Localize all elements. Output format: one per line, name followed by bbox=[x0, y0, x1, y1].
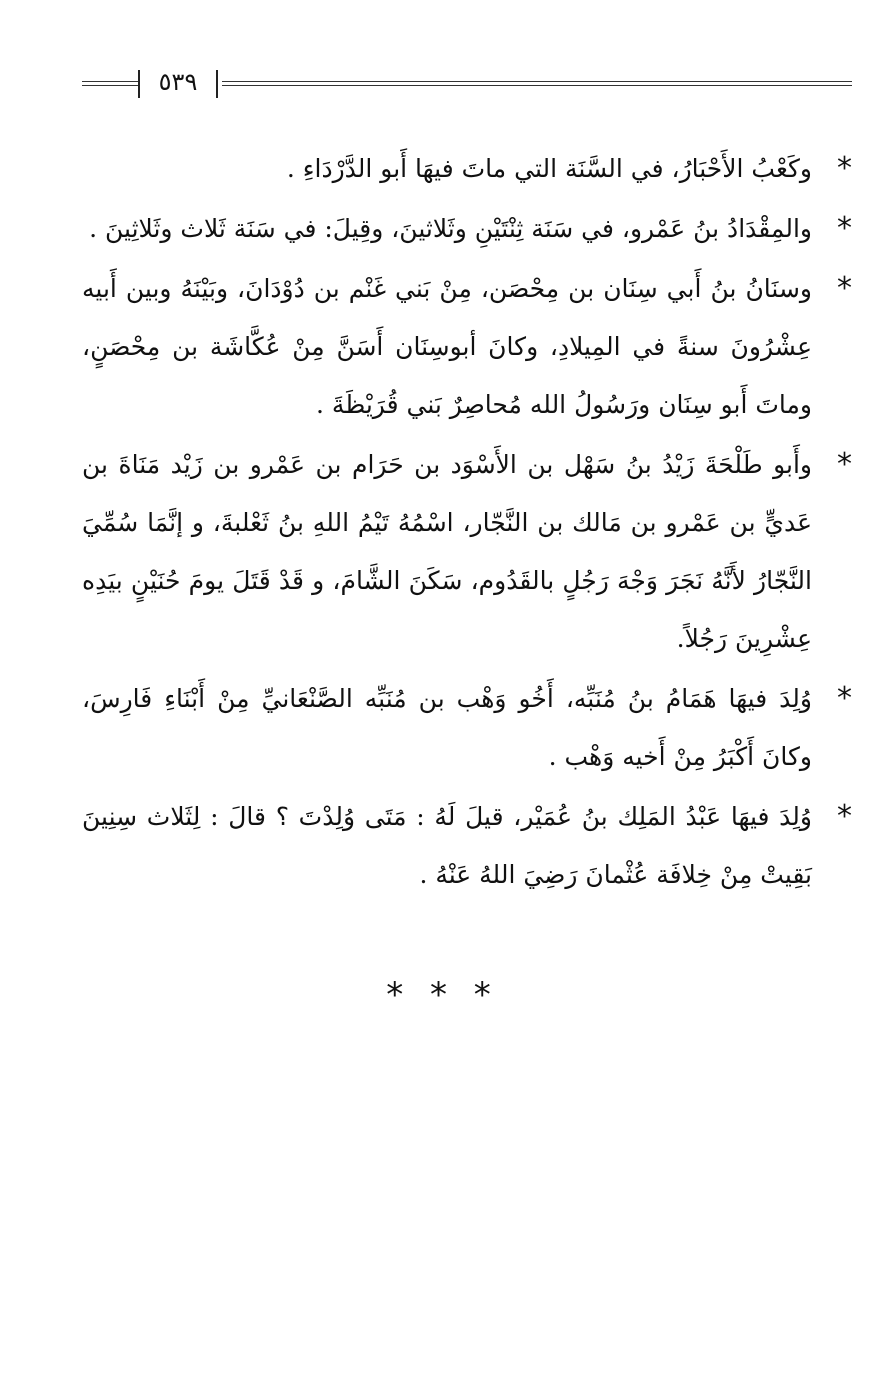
entry-sinan bbox=[82, 260, 852, 434]
page-number: ٥٣٩ bbox=[158, 68, 198, 96]
page-body bbox=[82, 140, 852, 906]
entry-kaab-al-ahbar bbox=[82, 140, 852, 198]
header-rule-right bbox=[222, 81, 852, 86]
entry-abu-talha bbox=[82, 436, 852, 668]
entry-text: والمِقْدَادُ بنُ عَمْرو، في سَنَة ثِنْتَيْنِ وثَلاثينَ، وقِيلَ: في سَنَة ثَلاث وثَلاثِينَ . bbox=[89, 214, 812, 243]
bullet-asterisk: * bbox=[837, 447, 852, 482]
entry-text: وأَبو طَلْحَةَ زَيْدُ بنُ سَهْل بن الأَسْوَد بن حَرَام بن عَمْرو بن زَيْد مَنَاةَ بن عَديٍّ بن عَمْرو بن مَالك بن النَّجّار، اسْمُهُ تَيْمُ اللهِ بنُ ثَعْلبةَ، و إنَّمَا سُمِّيَ النَّجّارُ لأَنَّهُ نَجَرَ وَجْهَ رَجُلٍ بالقَدُوم، سَكَنَ الشَّامَ، و قَدْ قَتَلَ يومَ حُنَيْنٍ بيَدِه عِشْرِينَ رَجُلاً. bbox=[82, 450, 812, 653]
page-header bbox=[82, 70, 852, 106]
entry-miqdad bbox=[82, 200, 852, 258]
bullet-asterisk: * bbox=[837, 151, 852, 186]
header-divider-left bbox=[138, 70, 140, 98]
section-end-mark: * * * bbox=[386, 975, 499, 1015]
bullet-asterisk: * bbox=[837, 271, 852, 306]
bullet-asterisk: * bbox=[837, 799, 852, 834]
entry-abd-al-malik bbox=[82, 788, 852, 904]
entry-hammam bbox=[82, 670, 852, 786]
entry-text: وسنَانُ بنُ أَبي سِنَان بن مِحْصَن، مِنْ بَني غَنْم بن دُوْدَانَ، وبَيْنَهُ وبين أَبيه عِشْرُونَ سنةً في المِيلادِ، وكانَ أبوسِنَان أَسَنَّ مِنْ عُكَّاشَة بن مِحْصَنٍ، وماتَ أَبو سِنَان ورَسُولُ الله مُحاصِرٌ بَني قُرَيْظَةَ . bbox=[82, 274, 812, 419]
bullet-asterisk: * bbox=[837, 211, 852, 246]
header-divider-right bbox=[216, 70, 218, 98]
entry-text: وكَعْبُ الأَحْبَارُ، في السَّنَة التي ماتَ فيهَا أَبو الدَّرْدَاءِ . bbox=[286, 154, 812, 183]
entry-text: وُلِدَ فيهَا عَبْدُ المَلِك بنُ عُمَيْر، قيلَ لَهُ : مَتَى وُلِدْتَ ؟ قالَ : لِثَلاث سِنِينَ بَقِيتْ مِنْ خِلافَة عُثْمانَ رَضِيَ اللهُ عَنْهُ . bbox=[82, 802, 812, 889]
bullet-asterisk: * bbox=[837, 681, 852, 716]
entry-text: وُلِدَ فيهَا هَمَامُ بنُ مُنَبِّه، أَخُو وَهْب بن مُنَبِّه الصَّنْعَانيِّ مِنْ أَبْنَاءِ فَارِسَ، وكانَ أَكْبَرُ مِنْ أَخيه وَهْب . bbox=[82, 684, 812, 771]
header-rule-left bbox=[82, 81, 138, 86]
